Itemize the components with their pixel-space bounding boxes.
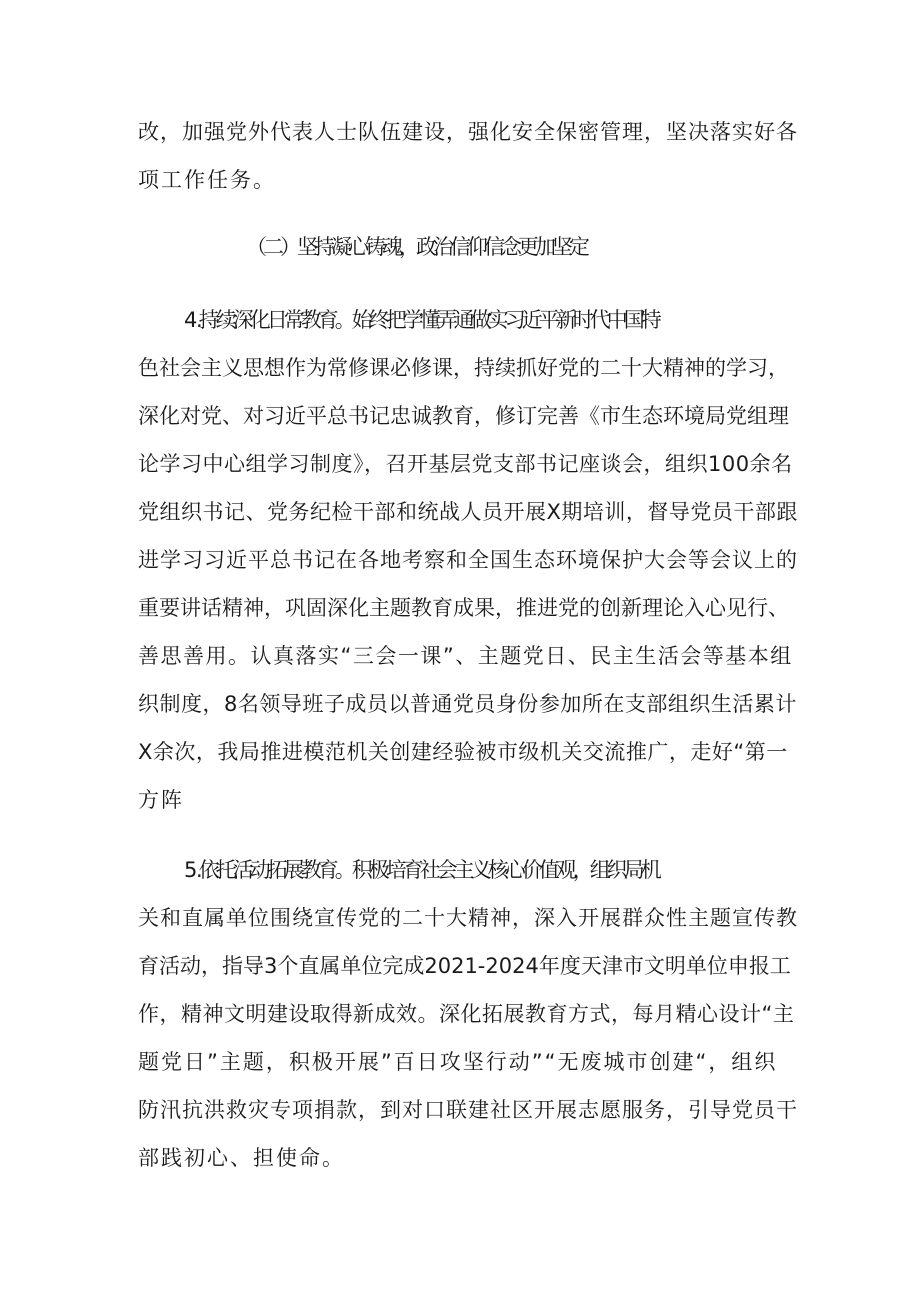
text-line: 织制度，8名领导班子成员以普通党员身份参加所在支部组织生活累计	[138, 692, 797, 716]
text-line: 进学习习近平总书记在各地考察和全国生态环境保护大会等会议上的	[138, 548, 798, 572]
text-line: 部践初心、担使命。	[138, 1146, 345, 1170]
text-line: 关和直属单位围绕宣传党的二十大精神，深入开展群众性主题宣传教	[138, 906, 798, 930]
text-line: 论学习中心组学习制度》，召开基层党支部书记座谈会，组织100余名	[138, 452, 793, 476]
text-line: X余次，我局推进模范机关创建经验被市级机关交流推广，走好“第一	[138, 740, 788, 764]
text-line: 作，精神文明建设取得新成效。深化拓展教育方式，每月精心设计“主	[138, 1002, 795, 1026]
text-line: 重要讲话精神，巩固深化主题教育成果，推进党的创新理论入心见行、	[138, 596, 789, 620]
text-line: 党组织书记、党务纪检干部和统战人员开展X期培训，督导党员干部跟	[138, 500, 798, 524]
text-line: 善思善用。认真落实“三会一课”、主题党日、民主生活会等基本组	[138, 644, 793, 668]
text-line: 色社会主义思想作为常修课必修课，持续抓好党的二十大精神的学习，	[138, 356, 789, 380]
section-heading: （二）坚持凝心铸魂，政治信仰信念更加坚定	[246, 235, 586, 259]
text-line: 方阵	[138, 788, 184, 812]
text-line: 题党日”主题，积极开展”百日攻坚行动”“无废城市创建“，组织	[138, 1050, 778, 1074]
text-line: 改，加强党外代表人士队伍建设，强化安全保密管理，坚决落实好各	[138, 120, 798, 144]
text-line: 4 .持续深化日常教育。始终把学懂弄通做实习近平新时代中国特	[184, 308, 658, 332]
text-line: 深化对党、对习近平总书记忠诚教育，修订完善《市生态环境局党组理	[138, 404, 789, 428]
text-line: 防汛抗洪救灾专项捐款，到对口联建社区开展志愿服务，引导党员干	[138, 1098, 798, 1122]
text-line: 项工作任务。	[138, 168, 276, 192]
text-line: 育活动，指导3个直属单位完成2021-2024年度天津市文明单位申报工	[138, 954, 791, 978]
text-line: 5 .依托活动拓展教育。积极培育社会主义核心价值观，组织局机	[184, 858, 658, 882]
